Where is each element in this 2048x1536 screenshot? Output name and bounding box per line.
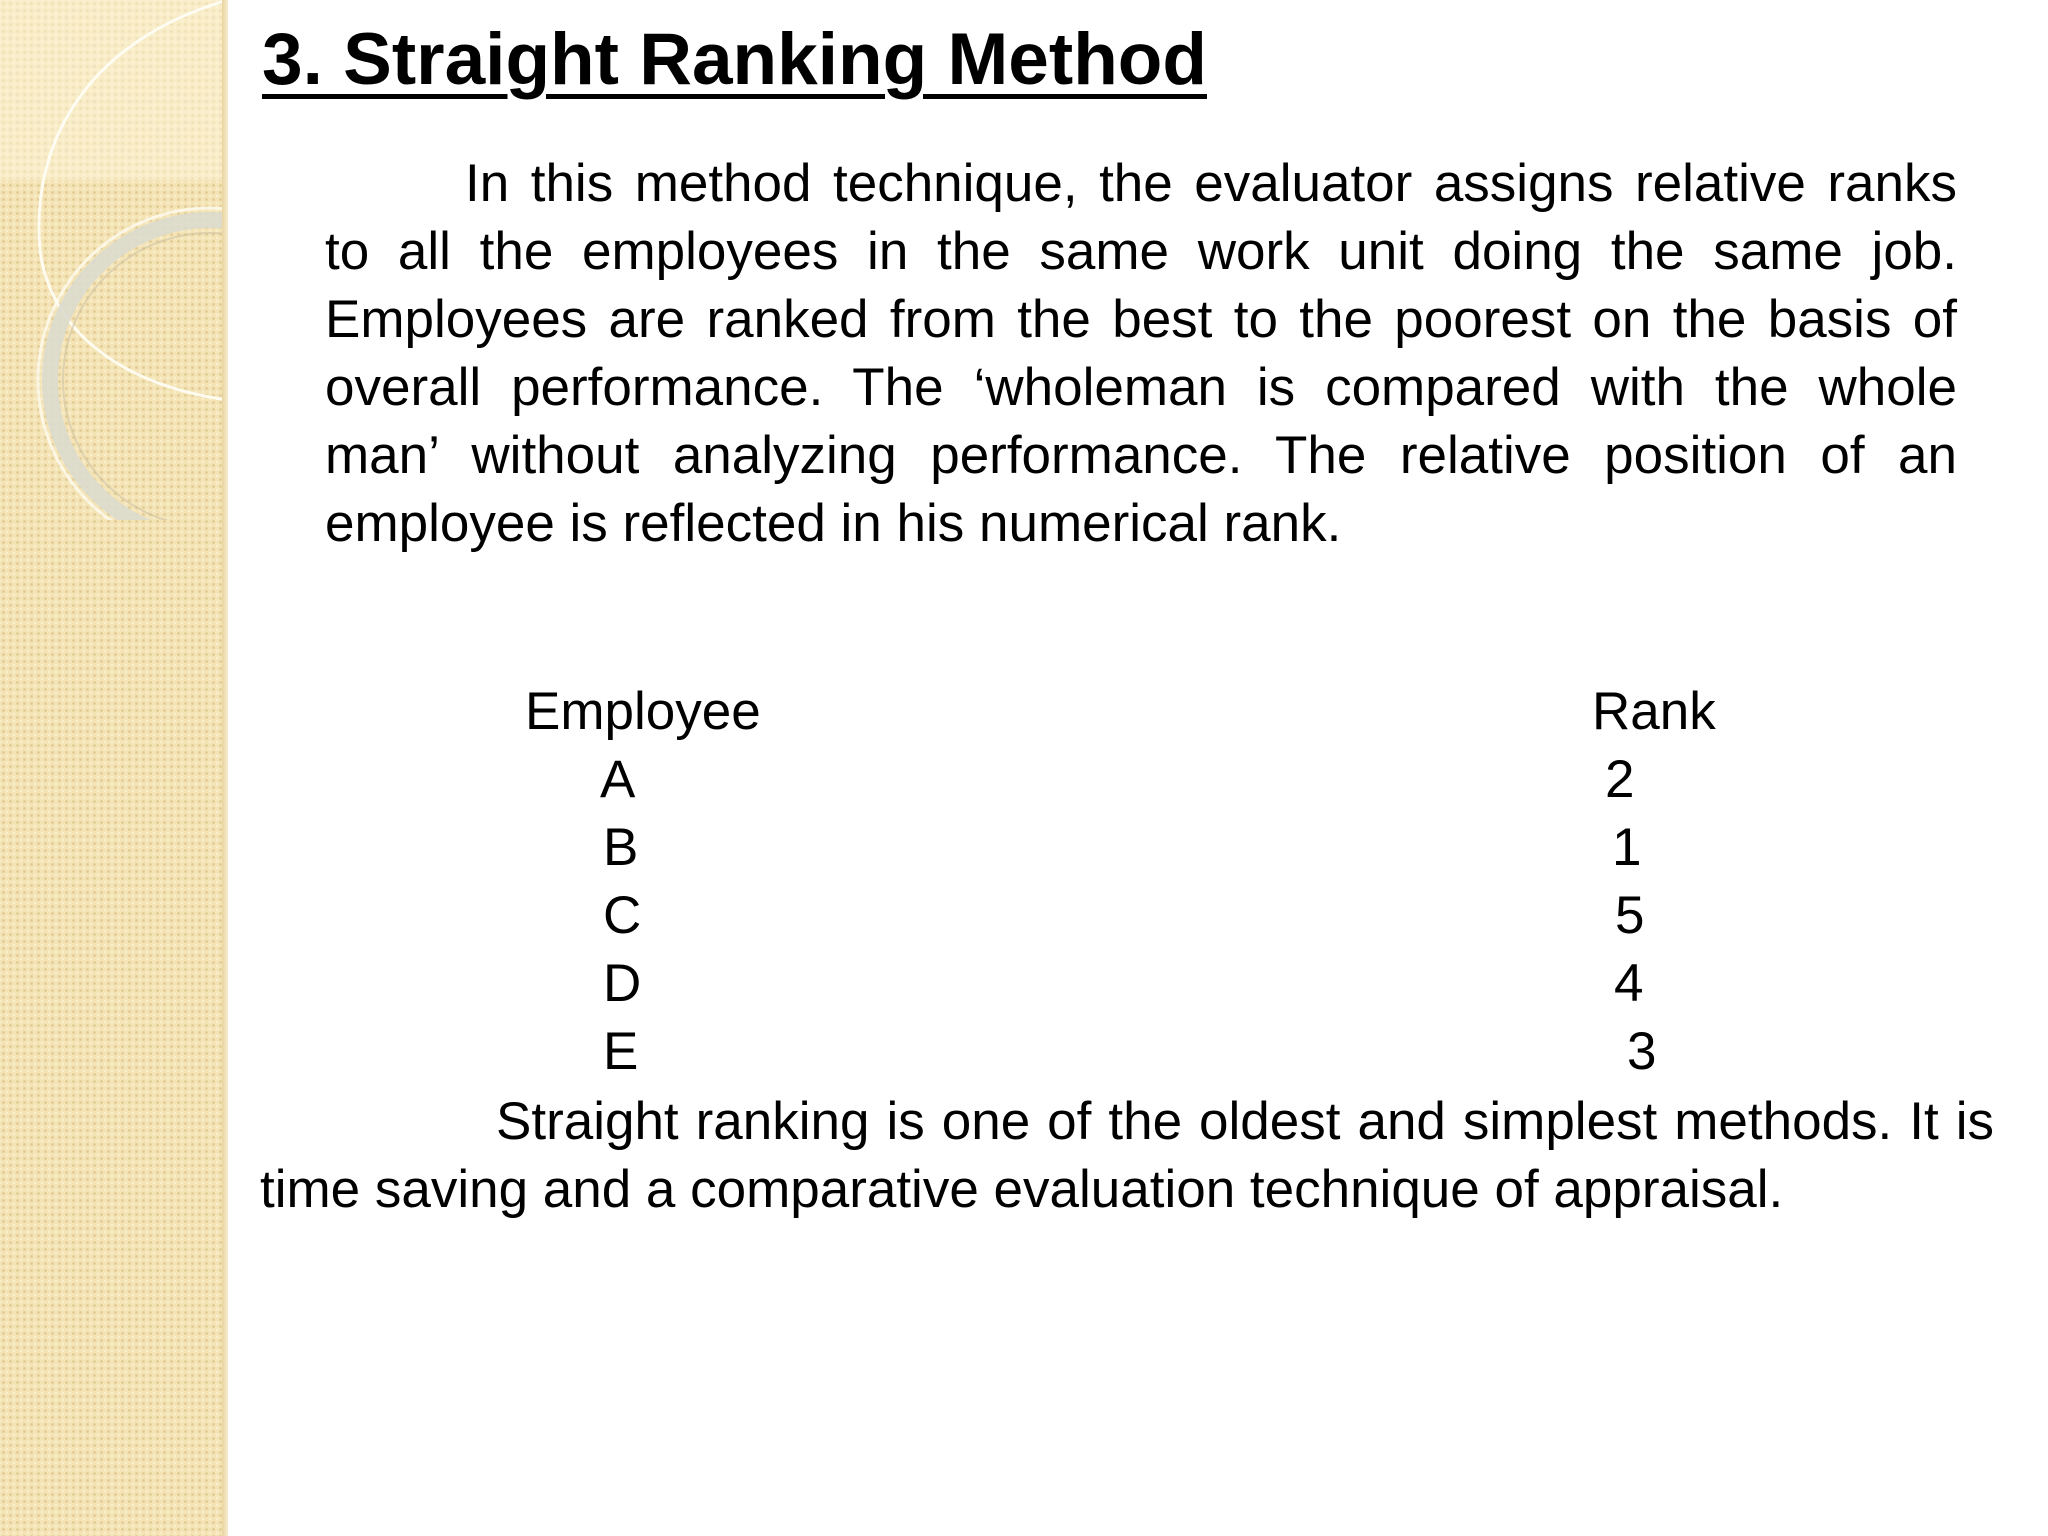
table-header-rank: Rank [1592,682,1716,741]
table-cell-employee: B [603,818,639,877]
table-cell-rank: 2 [1605,750,1635,809]
table-cell-rank: 4 [1614,954,1644,1013]
strip-edge [222,0,228,1536]
table-cell-employee: A [600,750,636,809]
table-cell-employee: D [603,954,642,1013]
table-cell-rank: 1 [1612,818,1642,877]
decorative-rings [0,0,228,520]
intro-paragraph: In this method technique, the evaluator assigns relative ranks to all the employees in the same work unit doing the same job. Employees are ranked from the best to the poorest on the basis of overall performance. The ‘wholeman is compared with the whole man’ without analyzing performance. The relative position of an employee is reflected in his numerical rank. [325,154,1957,553]
slide-title: 3. Straight Ranking Method [262,19,1207,100]
decorative-side-strip [0,0,228,1536]
table-cell-employee: C [603,886,642,945]
closing-paragraph: Straight ranking is one of the oldest and simplest methods. It is time saving and a comparative evaluation technique of appraisal. [260,1092,1994,1219]
table-cell-rank: 3 [1627,1022,1657,1081]
table-cell-rank: 5 [1615,886,1645,945]
table-cell-employee: E [603,1022,639,1081]
table-header-employee: Employee [525,682,761,741]
